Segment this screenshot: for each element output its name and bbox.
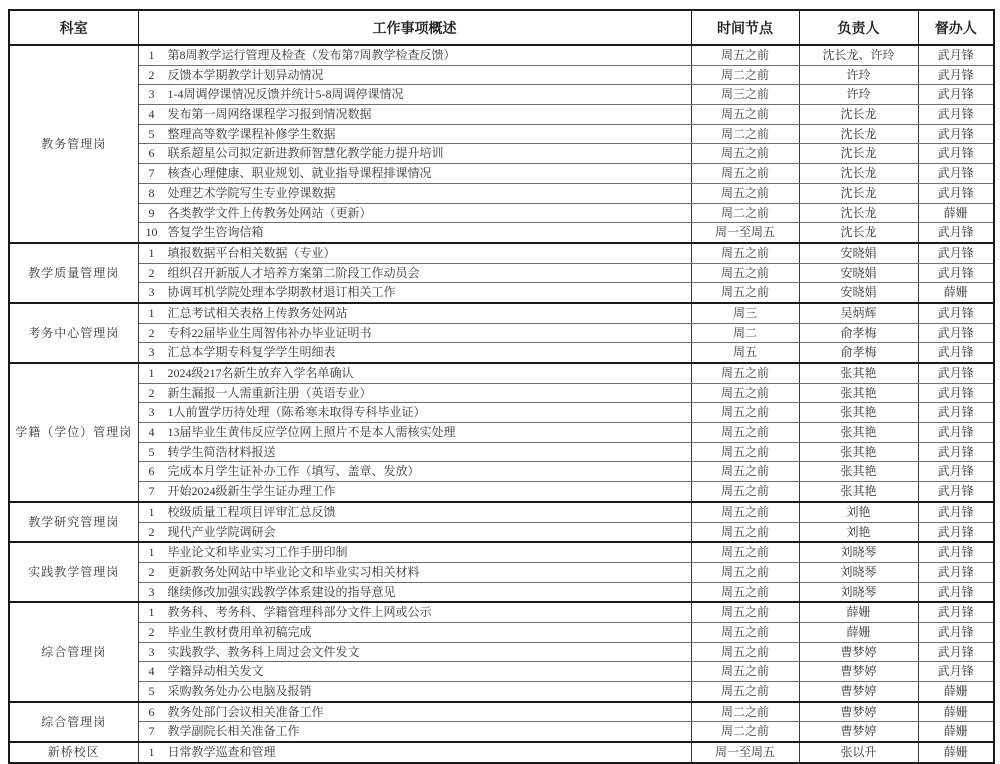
- supervisor-cell: 武月锋: [918, 522, 994, 542]
- deadline-cell: 周五之前: [691, 442, 799, 462]
- task-cell: [138, 602, 691, 622]
- supervisor-cell: 武月锋: [918, 542, 994, 562]
- task-cell: [138, 682, 691, 702]
- task-number: 3: [148, 285, 155, 300]
- table-row: [9, 502, 994, 522]
- task-number: 5: [148, 126, 155, 141]
- task-cell: [138, 482, 691, 502]
- supervisor-cell: 武月锋: [918, 343, 994, 363]
- task-text: 教务科、考务科、学籍管理科部分文件上网或公示: [167, 605, 432, 620]
- task-cell: [138, 542, 691, 562]
- deadline-cell: 周五之前: [691, 562, 799, 582]
- task-number: 2: [148, 385, 155, 400]
- table-row: [9, 462, 994, 482]
- task-text: 校级质量工程项目评审汇总反馈: [167, 504, 336, 519]
- table-row: [9, 522, 994, 542]
- owner-cell: 张以升: [799, 742, 918, 763]
- owner-cell: 刘艳: [799, 502, 918, 522]
- task-text: 2024级217名新生放弃入学名单确认: [167, 366, 354, 381]
- table-body: [9, 45, 994, 763]
- column-header-supervisor: 督办人: [918, 10, 994, 45]
- task-number: 3: [148, 644, 155, 659]
- owner-cell: 曹梦婷: [799, 642, 918, 662]
- deadline-cell: 周五之前: [691, 662, 799, 682]
- deadline-cell: 周五: [691, 343, 799, 363]
- supervisor-cell: 薛姗: [918, 742, 994, 763]
- column-header-deadline: 时间节点: [691, 10, 799, 45]
- task-number: 6: [148, 464, 155, 479]
- deadline-cell: 周五之前: [691, 383, 799, 403]
- supervisor-cell: 武月锋: [918, 223, 994, 243]
- supervisor-cell: 武月锋: [918, 164, 994, 184]
- task-text: 整理高等数学课程补修学生数据: [167, 126, 336, 141]
- task-number: 2: [148, 325, 155, 340]
- task-text: 协调耳机学院处理本学期教材退订相关工作: [167, 285, 396, 300]
- table-row: [9, 343, 994, 363]
- table-row: [9, 622, 994, 642]
- deadline-cell: 周五之前: [691, 602, 799, 622]
- deadline-cell: 周五之前: [691, 522, 799, 542]
- task-cell: [138, 742, 691, 763]
- supervisor-cell: 武月锋: [918, 183, 994, 203]
- task-number: 1: [148, 305, 155, 320]
- deadline-cell: 周五之前: [691, 144, 799, 164]
- task-text: 联系超星公司拟定新进教师智慧化教学能力提升培训: [167, 146, 444, 161]
- task-cell: [138, 502, 691, 522]
- table-row: [9, 602, 994, 622]
- deadline-cell: 周一至周五: [691, 223, 799, 243]
- task-number: 8: [148, 185, 155, 200]
- task-text: 发布第一周网络课程学习报到情况数据: [167, 107, 372, 122]
- task-text: 答复学生咨询信箱: [167, 225, 264, 240]
- supervisor-cell: 武月锋: [918, 263, 994, 283]
- task-number: 7: [148, 166, 155, 181]
- supervisor-cell: 薛姗: [918, 203, 994, 223]
- supervisor-cell: 武月锋: [918, 85, 994, 105]
- task-number: 9: [148, 205, 155, 220]
- column-header-owner: 负责人: [799, 10, 918, 45]
- task-cell: [138, 223, 691, 243]
- table-row: [9, 642, 994, 662]
- table-row: [9, 45, 994, 65]
- owner-cell: 曹梦婷: [799, 682, 918, 702]
- department-cell: 教学质量管理岗: [9, 243, 138, 303]
- table-row: [9, 203, 994, 223]
- deadline-cell: 周五之前: [691, 682, 799, 702]
- supervisor-cell: 武月锋: [918, 303, 994, 323]
- owner-cell: 吴炳辉: [799, 303, 918, 323]
- task-text: 核查心理健康、职业规划、就业指导课程排课情况: [167, 166, 432, 181]
- table-row: [9, 105, 994, 125]
- owner-cell: 沈长龙、许玲: [799, 45, 918, 65]
- task-number: 1: [148, 545, 155, 560]
- task-text: 各类教学文件上传教务处网站（更新）: [167, 205, 372, 220]
- task-cell: [138, 383, 691, 403]
- deadline-cell: 周五之前: [691, 423, 799, 443]
- task-cell: [138, 522, 691, 542]
- work-schedule-table: [8, 9, 995, 764]
- table-row: [9, 722, 994, 742]
- task-cell: [138, 283, 691, 303]
- supervisor-cell: 武月锋: [918, 105, 994, 125]
- table-row: [9, 383, 994, 403]
- supervisor-cell: 武月锋: [918, 442, 994, 462]
- table-row: [9, 183, 994, 203]
- task-number: 10: [145, 225, 158, 240]
- department-cell: 学籍（学位）管理岗: [9, 363, 138, 502]
- department-cell: 综合管理岗: [9, 602, 138, 701]
- task-cell: [138, 343, 691, 363]
- deadline-cell: 周二之前: [691, 203, 799, 223]
- task-cell: [138, 164, 691, 184]
- task-text: 汇总本学期专科复学学生明细表: [167, 345, 336, 360]
- task-number: 5: [148, 684, 155, 699]
- owner-cell: 张其艳: [799, 423, 918, 443]
- task-number: 6: [148, 146, 155, 161]
- supervisor-cell: 武月锋: [918, 562, 994, 582]
- task-number: 1: [148, 605, 155, 620]
- task-cell: [138, 662, 691, 682]
- deadline-cell: 周五之前: [691, 45, 799, 65]
- task-cell: [138, 183, 691, 203]
- deadline-cell: 周五之前: [691, 243, 799, 263]
- task-text: 开始2024级新生学生证办理工作: [167, 484, 336, 499]
- table-row: [9, 403, 994, 423]
- task-cell: [138, 243, 691, 263]
- table-row: [9, 682, 994, 702]
- task-text: 13届毕业生黄伟反应学位网上照片不是本人需核实处理: [167, 425, 456, 440]
- owner-cell: 许玲: [799, 65, 918, 85]
- owner-cell: 刘晓琴: [799, 582, 918, 602]
- task-text: 组织召开新版人才培养方案第二阶段工作动员会: [167, 265, 420, 280]
- table-row: [9, 423, 994, 443]
- deadline-cell: 周五之前: [691, 263, 799, 283]
- deadline-cell: 周五之前: [691, 542, 799, 562]
- table-row: [9, 124, 994, 144]
- supervisor-cell: 武月锋: [918, 642, 994, 662]
- task-text: 处理艺术学院写生专业停课数据: [167, 185, 336, 200]
- task-cell: [138, 702, 691, 722]
- table-row: [9, 144, 994, 164]
- table-row: [9, 702, 994, 722]
- deadline-cell: 周五之前: [691, 482, 799, 502]
- owner-cell: 俞孝梅: [799, 343, 918, 363]
- supervisor-cell: 武月锋: [918, 462, 994, 482]
- owner-cell: 张其艳: [799, 383, 918, 403]
- deadline-cell: 周三之前: [691, 85, 799, 105]
- task-number: 3: [148, 405, 155, 420]
- owner-cell: 安晓娟: [799, 263, 918, 283]
- owner-cell: 沈长龙: [799, 183, 918, 203]
- supervisor-cell: 武月锋: [918, 582, 994, 602]
- department-cell: 考务中心管理岗: [9, 303, 138, 363]
- task-text: 转学生简浩材料报送: [167, 444, 276, 459]
- department-cell: 新桥校区: [9, 742, 138, 763]
- supervisor-cell: 武月锋: [918, 243, 994, 263]
- owner-cell: 曹梦婷: [799, 662, 918, 682]
- task-number: 1: [148, 504, 155, 519]
- supervisor-cell: 薛姗: [918, 702, 994, 722]
- task-number: 5: [148, 444, 155, 459]
- task-text: 完成本月学生证补办工作（填写、盖章、发放）: [167, 464, 420, 479]
- deadline-cell: 周二之前: [691, 65, 799, 85]
- table-row: [9, 742, 994, 763]
- owner-cell: 沈长龙: [799, 105, 918, 125]
- supervisor-cell: 武月锋: [918, 65, 994, 85]
- owner-cell: 沈长龙: [799, 124, 918, 144]
- owner-cell: 俞孝梅: [799, 323, 918, 343]
- owner-cell: 薛姗: [799, 622, 918, 642]
- task-number: 7: [148, 484, 155, 499]
- task-number: 3: [148, 87, 155, 102]
- task-text: 学籍异动相关发文: [167, 664, 264, 679]
- task-text: 1人前置学历待处理（陈希寒未取得专科毕业证）: [167, 405, 426, 420]
- task-text: 汇总考试相关表格上传教务处网站: [167, 305, 348, 320]
- supervisor-cell: 武月锋: [918, 144, 994, 164]
- deadline-cell: 周五之前: [691, 283, 799, 303]
- task-text: 新生漏报一人需重新注册（英语专业）: [167, 385, 372, 400]
- table-row: [9, 303, 994, 323]
- table-row: [9, 482, 994, 502]
- task-number: 2: [148, 67, 155, 82]
- table-row: [9, 263, 994, 283]
- deadline-cell: 周二之前: [691, 124, 799, 144]
- task-cell: [138, 85, 691, 105]
- table-row: [9, 542, 994, 562]
- task-number: 3: [148, 584, 155, 599]
- supervisor-cell: 武月锋: [918, 482, 994, 502]
- deadline-cell: 周五之前: [691, 164, 799, 184]
- task-text: 1-4周调停课情况反馈并统计5-8周调停课情况: [167, 87, 404, 102]
- task-cell: [138, 323, 691, 343]
- supervisor-cell: 武月锋: [918, 323, 994, 343]
- task-text: 填报数据平台相关数据（专业）: [167, 245, 336, 260]
- table-row: [9, 223, 994, 243]
- table-row: [9, 323, 994, 343]
- task-cell: [138, 403, 691, 423]
- deadline-cell: 周五之前: [691, 183, 799, 203]
- task-text: 继续修改加强实践教学体系建设的指导意见: [167, 584, 396, 599]
- owner-cell: 曹梦婷: [799, 722, 918, 742]
- supervisor-cell: 薛姗: [918, 682, 994, 702]
- owner-cell: 张其艳: [799, 403, 918, 423]
- task-text: 专科22届毕业生周智伟补办毕业证明书: [167, 325, 372, 340]
- task-cell: [138, 263, 691, 283]
- owner-cell: 刘晓琴: [799, 542, 918, 562]
- task-cell: [138, 303, 691, 323]
- deadline-cell: 周五之前: [691, 363, 799, 383]
- task-cell: [138, 203, 691, 223]
- task-text: 更新教务处网站中毕业论文和毕业实习相关材料: [167, 564, 420, 579]
- supervisor-cell: 武月锋: [918, 502, 994, 522]
- task-text: 教学副院长相关准备工作: [167, 724, 300, 739]
- task-cell: [138, 144, 691, 164]
- task-number: 2: [148, 524, 155, 539]
- task-text: 采购教务处办公电脑及报销: [167, 684, 312, 699]
- deadline-cell: 周五之前: [691, 462, 799, 482]
- table-row: [9, 164, 994, 184]
- table-row: [9, 363, 994, 383]
- department-cell: 教务管理岗: [9, 45, 138, 243]
- supervisor-cell: 武月锋: [918, 662, 994, 682]
- owner-cell: 张其艳: [799, 462, 918, 482]
- column-header-department: 科室: [9, 10, 138, 45]
- task-number: 1: [148, 245, 155, 260]
- task-text: 日常教学巡查和管理: [167, 745, 276, 760]
- deadline-cell: 周五之前: [691, 642, 799, 662]
- task-cell: [138, 622, 691, 642]
- task-number: 1: [148, 48, 155, 63]
- task-number: 2: [148, 624, 155, 639]
- owner-cell: 张其艳: [799, 482, 918, 502]
- supervisor-cell: 武月锋: [918, 602, 994, 622]
- task-number: 1: [148, 366, 155, 381]
- task-text: 毕业生教材费用单初稿完成: [167, 624, 312, 639]
- supervisor-cell: 武月锋: [918, 124, 994, 144]
- task-text: 第8周教学运行管理及检查（发布第7周教学检查反馈）: [167, 48, 456, 63]
- task-number: 4: [148, 107, 155, 122]
- deadline-cell: 周二之前: [691, 702, 799, 722]
- header-row: [9, 10, 994, 45]
- table-row: [9, 582, 994, 602]
- table-row: [9, 85, 994, 105]
- deadline-cell: 周五之前: [691, 502, 799, 522]
- owner-cell: 沈长龙: [799, 223, 918, 243]
- task-cell: [138, 124, 691, 144]
- task-number: 6: [148, 704, 155, 719]
- task-text: 毕业论文和毕业实习工作手册印制: [167, 545, 348, 560]
- supervisor-cell: 武月锋: [918, 403, 994, 423]
- table-row: [9, 562, 994, 582]
- task-text: 教务处部门会议相关准备工作: [167, 704, 324, 719]
- deadline-cell: 周二: [691, 323, 799, 343]
- task-cell: [138, 363, 691, 383]
- owner-cell: 安晓娟: [799, 283, 918, 303]
- supervisor-cell: 薛姗: [918, 722, 994, 742]
- task-number: 1: [148, 745, 155, 760]
- table-row: [9, 662, 994, 682]
- table-row: [9, 283, 994, 303]
- deadline-cell: 周五之前: [691, 622, 799, 642]
- task-number: 4: [148, 664, 155, 679]
- supervisor-cell: 薛姗: [918, 283, 994, 303]
- task-number: 4: [148, 425, 155, 440]
- deadline-cell: 周五之前: [691, 105, 799, 125]
- supervisor-cell: 武月锋: [918, 383, 994, 403]
- deadline-cell: 周一至周五: [691, 742, 799, 763]
- owner-cell: 张其艳: [799, 363, 918, 383]
- owner-cell: 安晓娟: [799, 243, 918, 263]
- supervisor-cell: 武月锋: [918, 622, 994, 642]
- table-row: [9, 65, 994, 85]
- task-number: 7: [148, 724, 155, 739]
- supervisor-cell: 武月锋: [918, 423, 994, 443]
- supervisor-cell: 武月锋: [918, 45, 994, 65]
- deadline-cell: 周五之前: [691, 403, 799, 423]
- owner-cell: 刘晓琴: [799, 562, 918, 582]
- task-text: 现代产业学院调研会: [167, 524, 276, 539]
- task-cell: [138, 462, 691, 482]
- task-text: 实践教学、教务科上周过会文件发文: [167, 644, 360, 659]
- task-text: 反馈本学期教学计划异动情况: [167, 67, 324, 82]
- column-header-task: 工作事项概述: [138, 10, 691, 45]
- task-cell: [138, 562, 691, 582]
- task-cell: [138, 642, 691, 662]
- task-number: 2: [148, 265, 155, 280]
- department-cell: 教学研究管理岗: [9, 502, 138, 542]
- table-row: [9, 243, 994, 263]
- owner-cell: 沈长龙: [799, 203, 918, 223]
- task-cell: [138, 722, 691, 742]
- supervisor-cell: 武月锋: [918, 363, 994, 383]
- table-row: [9, 442, 994, 462]
- owner-cell: 沈长龙: [799, 144, 918, 164]
- task-cell: [138, 45, 691, 65]
- owner-cell: 张其艳: [799, 442, 918, 462]
- task-number: 2: [148, 564, 155, 579]
- task-cell: [138, 423, 691, 443]
- task-cell: [138, 582, 691, 602]
- owner-cell: 刘艳: [799, 522, 918, 542]
- owner-cell: 许玲: [799, 85, 918, 105]
- task-cell: [138, 105, 691, 125]
- department-cell: 综合管理岗: [9, 702, 138, 742]
- owner-cell: 薛姗: [799, 602, 918, 622]
- deadline-cell: 周五之前: [691, 582, 799, 602]
- department-cell: 实践教学管理岗: [9, 542, 138, 602]
- owner-cell: 曹梦婷: [799, 702, 918, 722]
- task-cell: [138, 442, 691, 462]
- task-cell: [138, 65, 691, 85]
- task-number: 3: [148, 345, 155, 360]
- owner-cell: 沈长龙: [799, 164, 918, 184]
- deadline-cell: 周二之前: [691, 722, 799, 742]
- deadline-cell: 周三: [691, 303, 799, 323]
